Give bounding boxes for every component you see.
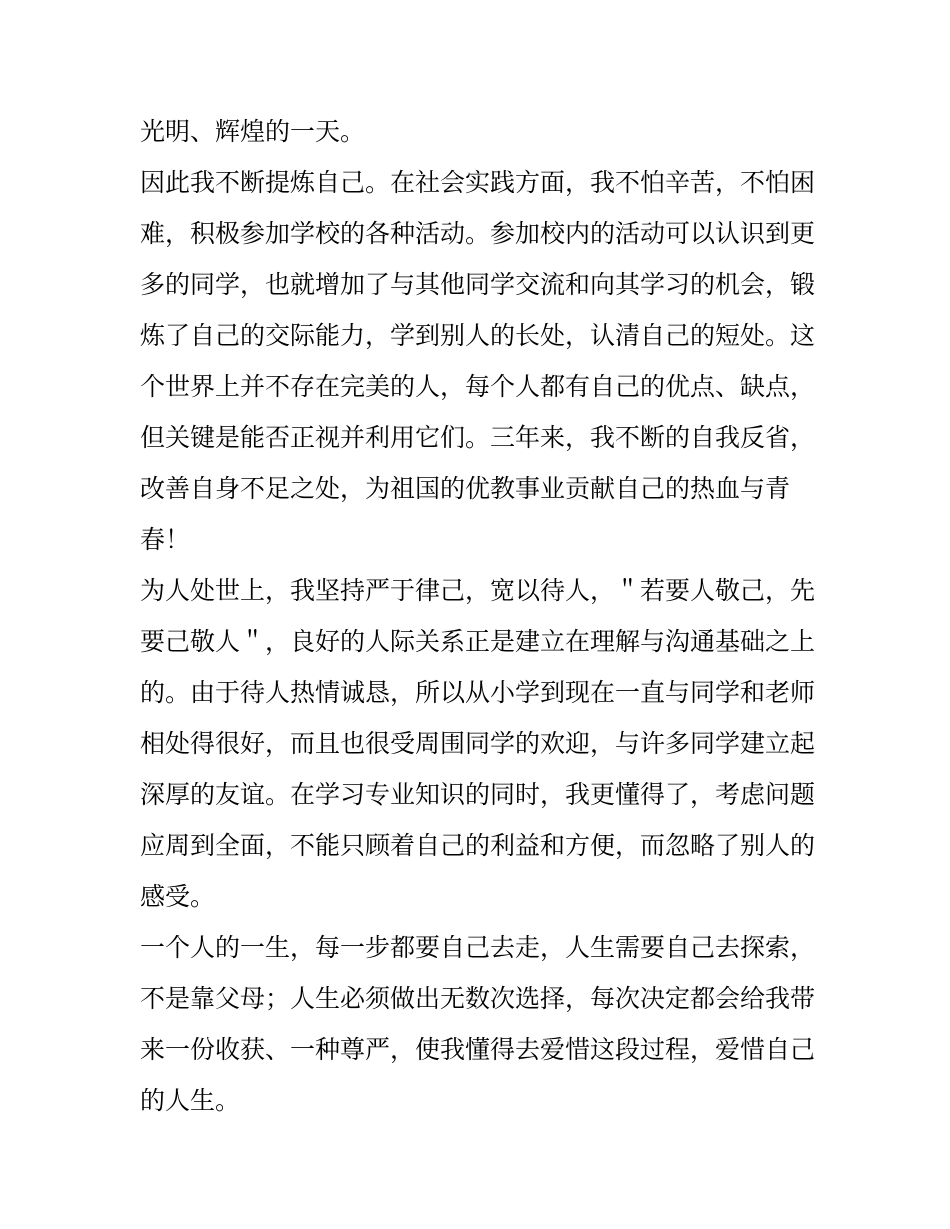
text-line: 感受。 bbox=[140, 882, 216, 911]
text-line: 为人处世上，我坚持严于律己，宽以待人，＂若要人敬己，先 bbox=[140, 576, 816, 605]
text-line: 难，积极参加学校的各种活动。参加校内的活动可以认识到更 bbox=[140, 219, 816, 248]
document-body bbox=[140, 106, 820, 1126]
text-line: 要己敬人＂，良好的人际关系正是建立在理解与沟通基础之上 bbox=[140, 627, 816, 656]
text-line: 一个人的一生，每一步都要自己去走，人生需要自己去探索， bbox=[140, 933, 816, 962]
text-line: 来一份收获、一种尊严，使我懂得去爱惜这段过程，爱惜自己 bbox=[140, 1035, 816, 1064]
text-line: 光明、辉煌的一天。 bbox=[140, 117, 366, 146]
text-line: 多的同学，也就增加了与其他同学交流和向其学习的机会，锻 bbox=[140, 270, 816, 299]
text-line: 不是靠父母；人生必须做出无数次选择，每次决定都会给我带 bbox=[140, 984, 816, 1013]
text-line: 但关键是能否正视并利用它们。三年来，我不断的自我反省， bbox=[140, 423, 816, 452]
text-line: 炼了自己的交际能力，学到别人的长处，认清自己的短处。这 bbox=[140, 321, 816, 350]
text-line: 的人生。 bbox=[140, 1086, 241, 1115]
text-line: 的。由于待人热情诚恳，所以从小学到现在一直与同学和老师 bbox=[140, 678, 816, 707]
text-line: 深厚的友谊。在学习专业知识的同时，我更懂得了，考虑问题 bbox=[140, 780, 816, 809]
text-line: 因此我不断提炼自己。在社会实践方面，我不怕辛苦，不怕困 bbox=[140, 168, 816, 197]
text-line: 春！ bbox=[140, 525, 191, 554]
text-line: 应周到全面，不能只顾着自己的利益和方便，而忽略了别人的 bbox=[140, 831, 816, 860]
text-line: 个世界上并不存在完美的人，每个人都有自己的优点、缺点， bbox=[140, 372, 816, 401]
text-line: 改善自身不足之处，为祖国的优教事业贡献自己的热血与青 bbox=[140, 474, 791, 503]
text-line: 相处得很好，而且也很受周围同学的欢迎，与许多同学建立起 bbox=[140, 729, 816, 758]
